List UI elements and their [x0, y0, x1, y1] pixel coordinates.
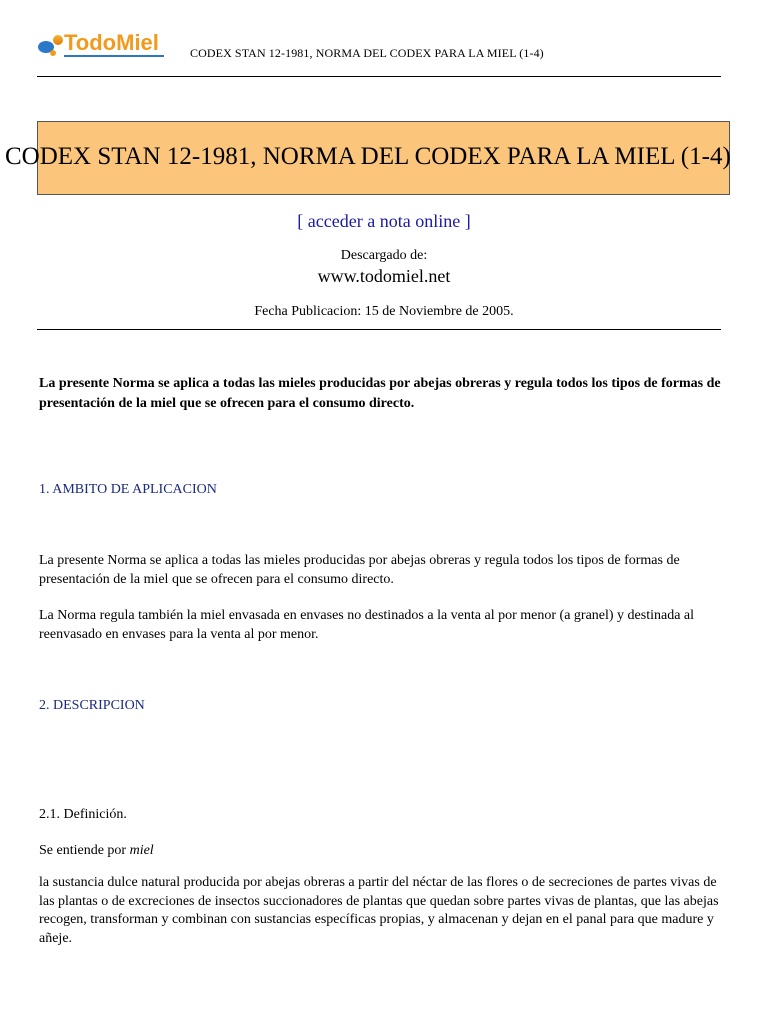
- intro-paragraph: La presente Norma se aplica a todas las mieles producidas por abejas obreras y regula todos los tipos de formas de presentación de la miel que se ofrecen para el consumo directo.: [39, 376, 721, 411]
- header-divider: [37, 76, 721, 77]
- header-title: CODEX STAN 12-1981, NORMA DEL CODEX PARA LA MIEL (1-4): [190, 46, 544, 60]
- publication-date: Fecha Publicacion: 15 de Noviembre de 2005.: [254, 304, 514, 319]
- todomiel-logo: [36, 26, 168, 64]
- section-heading-ambito: 1. AMBITO DE APLICACION: [39, 482, 217, 497]
- section1-paragraph-2: La Norma regula también la miel envasada en envases no destinados a la venta al por menor (a granel) y destinada al reenvasado en envases para la venta al por menor.: [39, 608, 695, 642]
- site-url: www.todomiel.net: [317, 266, 451, 286]
- online-note-link[interactable]: [ acceder a nota online ]: [297, 211, 471, 231]
- downloaded-label: Descargado de:: [340, 248, 428, 263]
- subsection-heading-definicion: 2.1. Definición.: [39, 807, 127, 822]
- logo-text: TodoMiel: [64, 30, 159, 55]
- title-divider: [37, 329, 721, 330]
- section-heading-descripcion: 2. DESCRIPCION: [39, 698, 145, 713]
- definition-term: miel: [129, 843, 154, 858]
- section1-paragraph-1: La presente Norma se aplica a todas las mieles producidas por abejas obreras y regula todos los tipos de formas de presentación de la miel que se ofrecen para el consumo directo.: [39, 553, 680, 587]
- page-title: CODEX STAN 12-1981, NORMA DEL CODEX PARA LA MIEL (1-4): [5, 143, 731, 170]
- honey-drop-logo-icon: [36, 26, 168, 64]
- definition-intro: [39, 841, 729, 860]
- definition-paragraph: la sustancia dulce natural producida por abejas obreras a partir del néctar de las flores o de secreciones de partes vivas de las plantas o de excreciones de insectos succionadores de plantas que quedan sobre partes vivas de plantas, que las abejas recogen, transforman y combinan con sustancias específicas propias, y almacenan y dejan en el panal para que madure y añeje.: [39, 875, 719, 946]
- definition-prefix: Se entiende por: [39, 843, 130, 858]
